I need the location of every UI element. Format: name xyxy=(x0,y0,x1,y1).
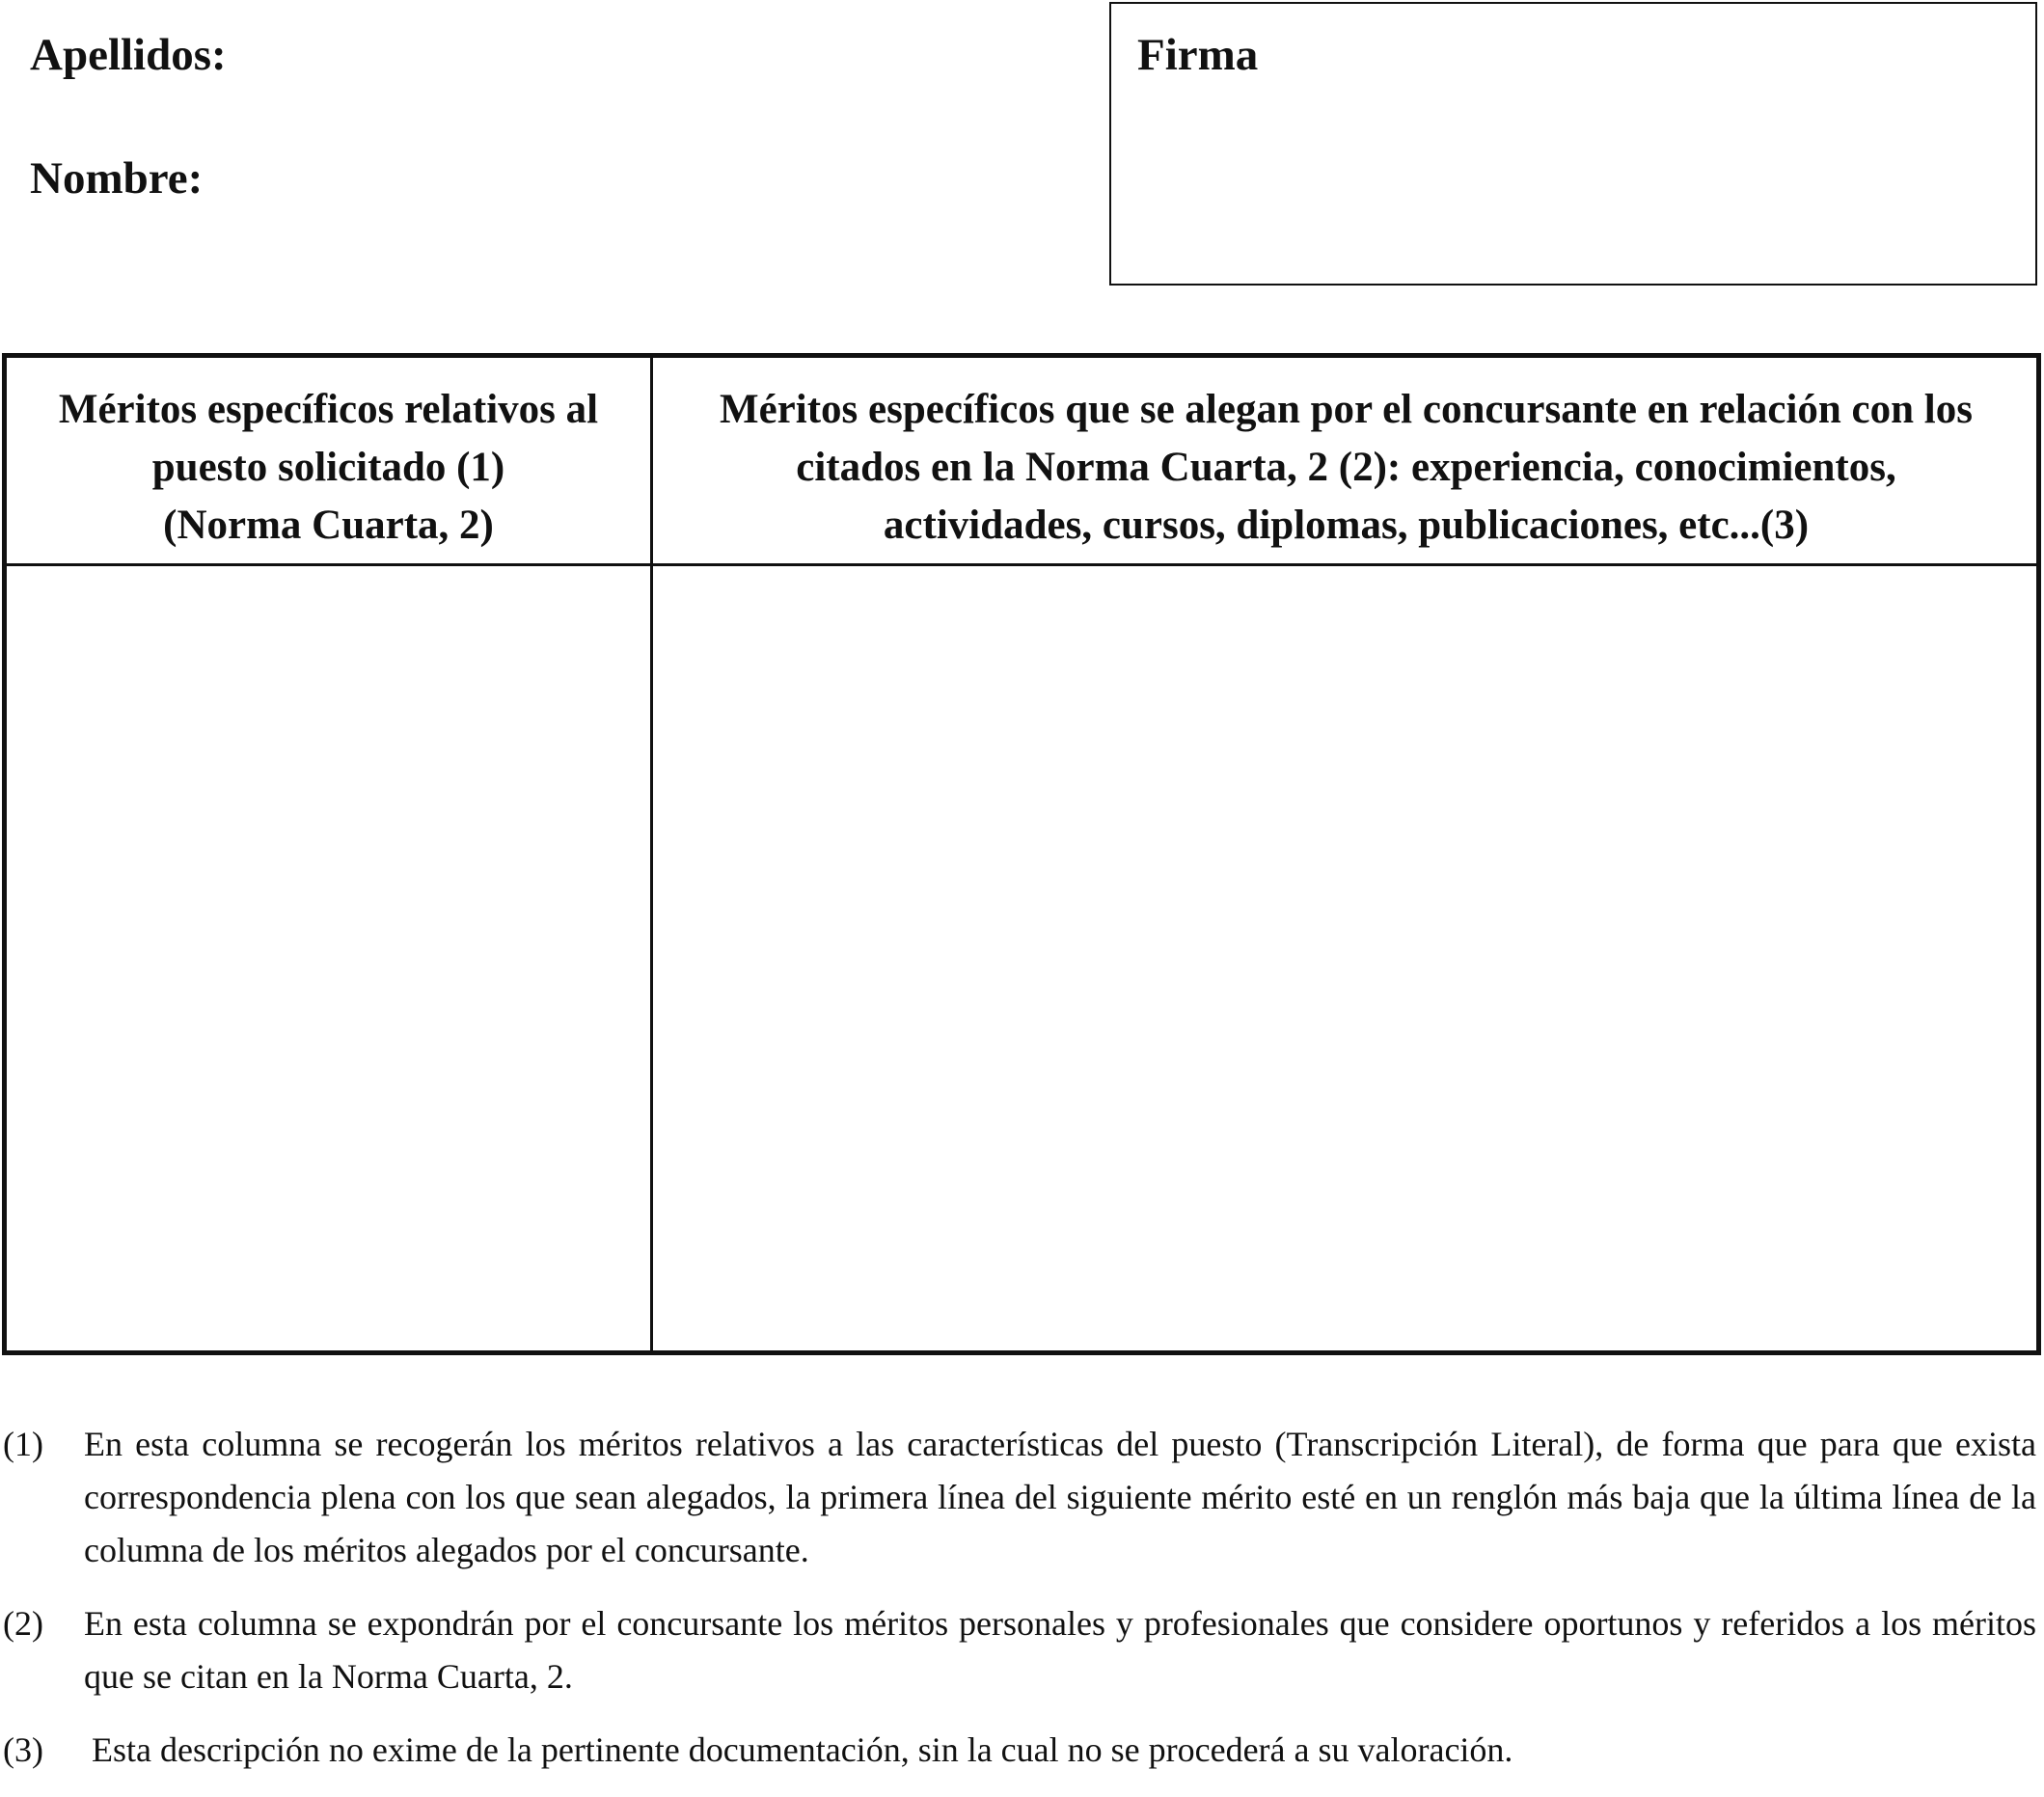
header-line: actividades, cursos, diplomas, publicaciones, etc...(3) xyxy=(883,503,1810,548)
footnotes xyxy=(3,1418,2036,1797)
footnote-item xyxy=(3,1724,2036,1777)
required-merits-cell[interactable] xyxy=(7,566,650,1350)
nombre-label: Nombre: xyxy=(30,153,204,204)
header-line: Méritos específicos relativos al xyxy=(58,387,599,432)
footnote-text: Esta descripción no exime de la pertinente documentación, sin la cual no se procederá a su valoración. xyxy=(92,1730,1513,1769)
claimed-merits-cell[interactable] xyxy=(653,566,2036,1350)
header-line: Méritos específicos que se alegan por el concursante en relación con los xyxy=(720,387,1973,432)
footnote-number: (3) xyxy=(3,1730,43,1769)
header-cell-claimed-merits xyxy=(653,381,2039,555)
signature-box[interactable] xyxy=(1109,2,2037,286)
footnote-number: (2) xyxy=(3,1604,43,1643)
header-cell-required-merits xyxy=(7,381,650,555)
footnote-item xyxy=(3,1418,2036,1577)
header-line: citados en la Norma Cuarta, 2 (2): experiencia, conocimientos, xyxy=(796,445,1896,490)
apellidos-label: Apellidos: xyxy=(30,30,227,80)
merits-table xyxy=(2,353,2041,1355)
footnote-item xyxy=(3,1597,2036,1703)
footnote-text: En esta columna se recogerán los méritos relativos a las características del puesto (Transcripción Literal), de forma que para que exista correspondencia plena con los que sean alegados, la primera línea del siguiente mérito esté en un renglón más baja que la última línea de la columna de los méritos alegados por el concursante. xyxy=(84,1425,2036,1569)
header-line: (Norma Cuarta, 2) xyxy=(163,503,494,548)
footnote-number: (1) xyxy=(3,1425,43,1463)
firma-label: Firma xyxy=(1137,30,1259,80)
header-line: puesto solicitado (1) xyxy=(151,445,505,490)
footnote-text: En esta columna se expondrán por el concursante los méritos personales y profesionales que considere oportunos y referidos a los méritos que se citan en la Norma Cuarta, 2. xyxy=(84,1604,2036,1696)
